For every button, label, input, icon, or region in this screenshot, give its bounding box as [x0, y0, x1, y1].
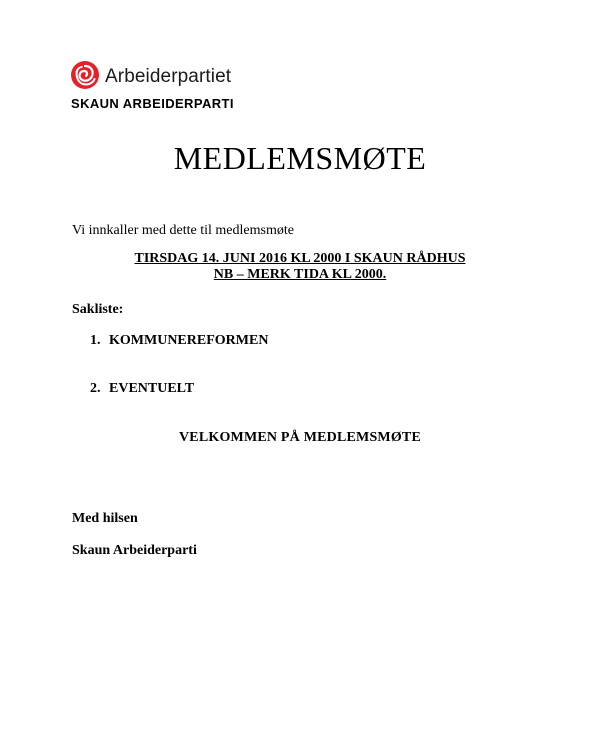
- rose-icon: [70, 60, 100, 90]
- welcome-text: VELKOMMEN PÅ MEDLEMSMØTE: [178, 430, 422, 445]
- organization-name: SKAUN ARBEIDERPARTI: [71, 96, 234, 111]
- meeting-details: [0, 252, 600, 284]
- agenda-item: [90, 382, 194, 396]
- agenda-item-text: KOMMUNEREFORMEN: [109, 333, 269, 348]
- closing-signature: Skaun Arbeiderparti: [72, 543, 197, 558]
- agenda-item-number: 1.: [90, 333, 101, 348]
- meeting-note-line: NB – MERK TIDA KL 2000.: [213, 267, 387, 282]
- agenda-item-text: EVENTUELT: [109, 381, 195, 396]
- logo-text: Arbeiderpartiet: [105, 65, 232, 87]
- intro-text: Vi innkaller med dette til medlemsmøte: [72, 223, 294, 238]
- meeting-date-line: TIRSDAG 14. JUNI 2016 KL 2000 I SKAUN RÅDHUS: [134, 251, 466, 266]
- agenda-item-number: 2.: [90, 381, 101, 396]
- agenda-item: [90, 334, 268, 348]
- agenda-heading: Sakliste:: [72, 302, 124, 317]
- closing-greeting: Med hilsen: [72, 511, 138, 526]
- party-logo: [70, 60, 231, 90]
- document-title: MEDLEMSMØTE: [173, 140, 427, 176]
